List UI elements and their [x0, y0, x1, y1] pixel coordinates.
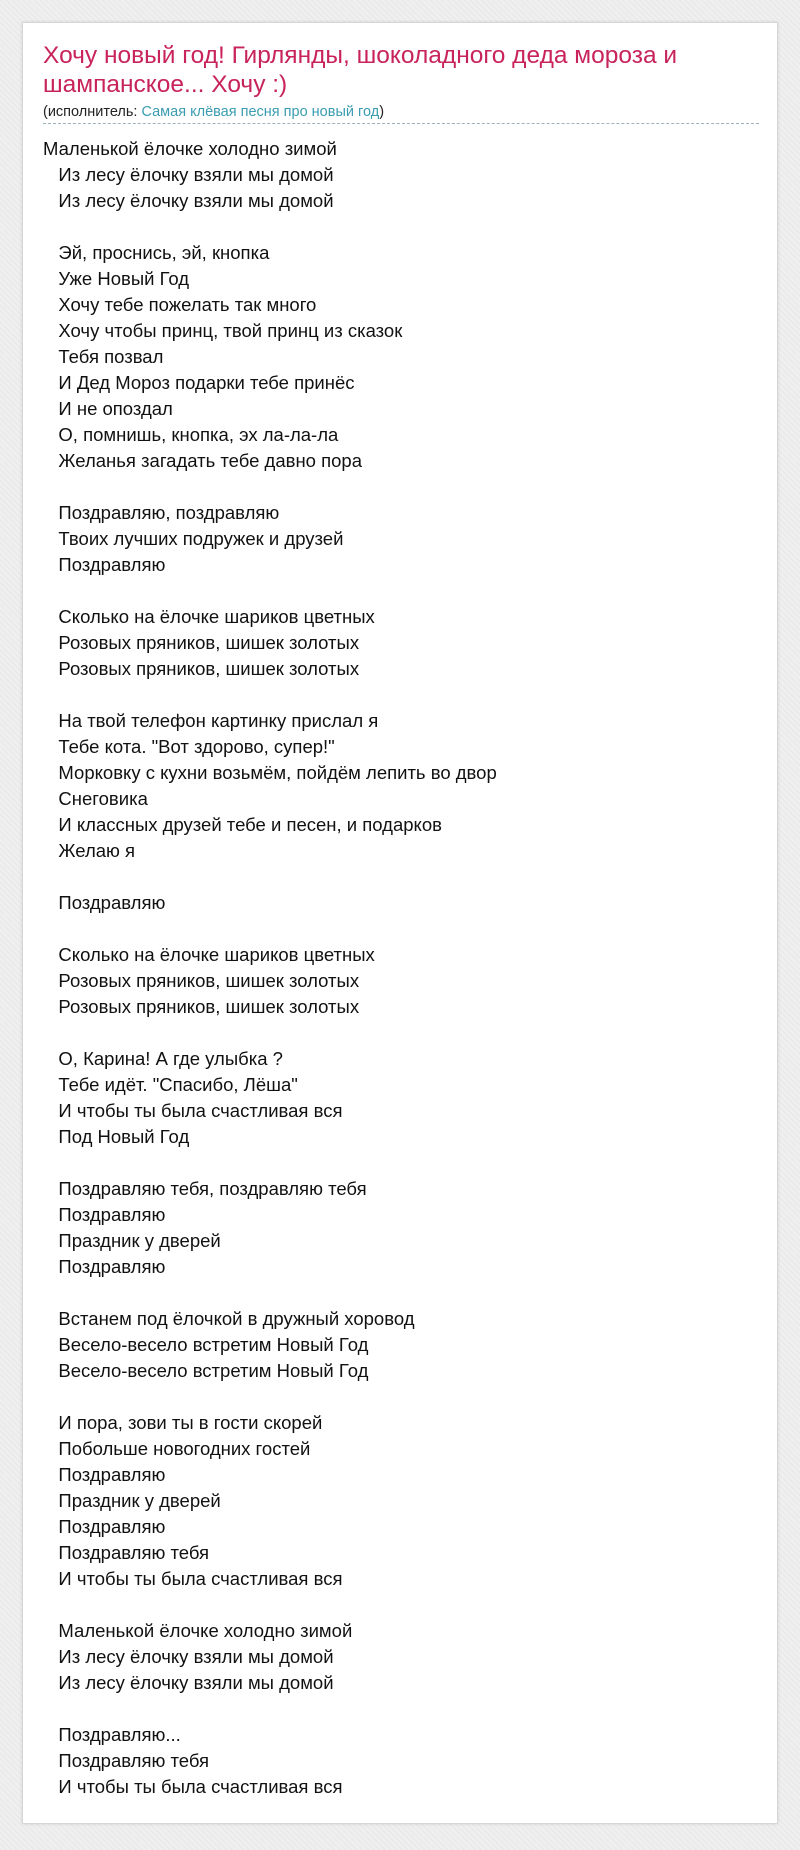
lyrics-line: И классных друзей тебе и песен, и подарков: [43, 814, 442, 835]
lyrics-line: На твой телефон картинку прислал я: [43, 710, 379, 731]
lyrics-line: Желаю я: [43, 840, 136, 861]
lyrics-blank-line: [43, 1150, 759, 1176]
lyrics-line: Весело-весело встретим Новый Год: [43, 1360, 369, 1381]
lyrics-line: Поздравляю: [43, 1204, 166, 1225]
lyrics-line: Весело-весело встретим Новый Год: [43, 1334, 369, 1355]
artist-prefix: (исполнитель:: [43, 104, 142, 120]
lyrics-blank-line: [43, 1384, 759, 1410]
lyrics-line: Эй, проснись, эй, кнопка: [43, 242, 270, 263]
lyrics-blank-line: [43, 1020, 759, 1046]
lyrics-line: Праздник у дверей: [43, 1490, 221, 1511]
lyrics-line: Под Новый Год: [43, 1126, 190, 1147]
lyrics-blank-line: [43, 1696, 759, 1722]
lyrics-line: Хочу тебе пожелать так много: [43, 294, 317, 315]
lyrics-line: Тебе кота. "Вот здорово, супер!": [43, 736, 335, 757]
song-title: Хочу новый год! Гирлянды, шоколадного деда мороза и шампанское... Хочу :): [43, 42, 678, 98]
lyrics-line: Сколько на ёлочке шариков цветных: [43, 944, 375, 965]
lyrics-text: [43, 136, 759, 1800]
lyrics-line: Поздравляю, поздравляю: [43, 502, 280, 523]
artist-link[interactable]: Самая клёвая песня про новый год: [141, 104, 380, 120]
lyrics-line: Розовых пряников, шишек золотых: [43, 970, 360, 991]
lyrics-line: Тебя позвал: [43, 346, 164, 367]
lyrics-line: И чтобы ты была счастливая вся: [43, 1776, 343, 1797]
lyrics-line: Поздравляю тебя: [43, 1542, 210, 1563]
lyrics-line: Встанем под ёлочкой в дружный хоровод: [43, 1308, 415, 1329]
lyrics-line: Твоих лучших подружек и друзей: [43, 528, 344, 549]
lyrics-blank-line: [43, 1592, 759, 1618]
lyrics-line: Поздравляю: [43, 1516, 166, 1537]
lyrics-line: Поздравляю тебя, поздравляю тебя: [43, 1178, 367, 1199]
lyrics-blank-line: [43, 682, 759, 708]
lyrics-blank-line: [43, 474, 759, 500]
lyrics-line: Розовых пряников, шишек золотых: [43, 632, 360, 653]
lyrics-line: И чтобы ты была счастливая вся: [43, 1100, 343, 1121]
lyrics-line: Хочу чтобы принц, твой принц из сказок: [43, 320, 403, 341]
lyrics-line: Сколько на ёлочке шариков цветных: [43, 606, 375, 627]
lyrics-line: Праздник у дверей: [43, 1230, 221, 1251]
lyrics-line: Поздравляю тебя: [43, 1750, 210, 1771]
lyrics-line: И пора, зови ты в гости скорей: [43, 1412, 323, 1433]
lyrics-line: Из лесу ёлочку взяли мы домой: [43, 190, 334, 211]
lyrics-line: Маленькой ёлочке холодно зимой: [43, 138, 337, 159]
lyrics-line: И чтобы ты была счастливая вся: [43, 1568, 343, 1589]
lyrics-line: Розовых пряников, шишек золотых: [43, 996, 360, 1017]
lyrics-line: Маленькой ёлочке холодно зимой: [43, 1620, 353, 1641]
lyrics-line: Поздравляю...: [43, 1724, 181, 1745]
lyrics-blank-line: [43, 578, 759, 604]
lyrics-blank-line: [43, 916, 759, 942]
lyrics-blank-line: [43, 1280, 759, 1306]
lyrics-line: Уже Новый Год: [43, 268, 190, 289]
lyrics-line: Поздравляю: [43, 554, 166, 575]
artist-line: [43, 103, 384, 121]
lyrics-line: Из лесу ёлочку взяли мы домой: [43, 1672, 334, 1693]
header-divider: [43, 123, 759, 124]
lyrics-line: Поздравляю: [43, 1464, 166, 1485]
lyrics-card: [22, 22, 778, 1824]
lyrics-line: И Дед Мороз подарки тебе принёс: [43, 372, 355, 393]
lyrics-line: Из лесу ёлочку взяли мы домой: [43, 164, 334, 185]
lyrics-line: О, Карина! А где улыбка ?: [43, 1048, 283, 1069]
lyrics-line: И не опоздал: [43, 398, 173, 419]
lyrics-line: Розовых пряников, шишек золотых: [43, 658, 360, 679]
lyrics-line: Из лесу ёлочку взяли мы домой: [43, 1646, 334, 1667]
lyrics-line: Снеговика: [43, 788, 148, 809]
lyrics-blank-line: [43, 864, 759, 890]
lyrics-line: Тебе идёт. "Спасибо, Лёша": [43, 1074, 298, 1095]
lyrics-line: Желанья загадать тебе давно пора: [43, 450, 362, 471]
lyrics-line: О, помнишь, кнопка, эх ла-ла-ла: [43, 424, 339, 445]
lyrics-line: Побольше новогодних гостей: [43, 1438, 311, 1459]
lyrics-blank-line: [43, 214, 759, 240]
lyrics-line: Морковку с кухни возьмём, пойдём лепить во двор: [43, 762, 497, 783]
lyrics-line: Поздравляю: [43, 892, 166, 913]
artist-suffix: ): [379, 104, 385, 120]
lyrics-line: Поздравляю: [43, 1256, 166, 1277]
